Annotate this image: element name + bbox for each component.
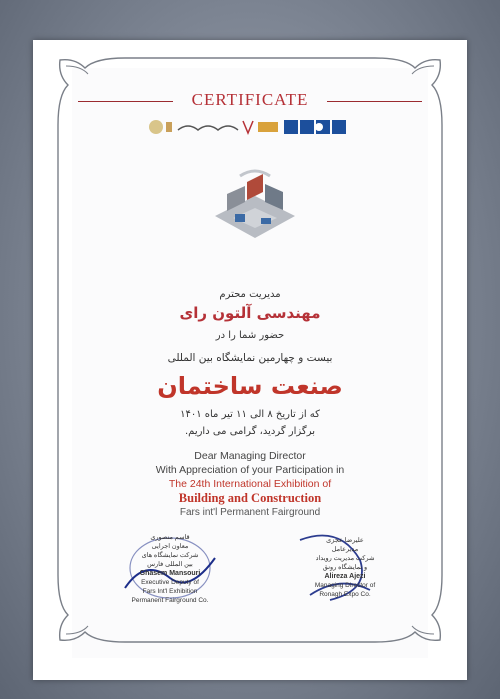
- left-signer-title-en-3: Permanent Fairground Co.: [131, 597, 209, 604]
- header-rule-left: [78, 101, 173, 102]
- right-signer-title-en-2: Ronagh Expo Co.: [319, 591, 371, 598]
- left-signer-title-fa-3: بین المللی فارس: [147, 561, 193, 568]
- building-exhibition-emblem: [205, 156, 305, 256]
- appreciation-en: With Appreciation of your Participation in: [155, 464, 345, 476]
- exhibition-title-en: Building and Construction: [178, 491, 322, 505]
- salutation-en: Dear Managing Director: [194, 450, 306, 462]
- certificate-title: CERTIFICATE: [191, 90, 309, 109]
- left-signer-name-fa: قاسم منصوری: [150, 534, 190, 541]
- attendance-fa: حضور شما را در: [215, 330, 285, 341]
- recipient-name: مهندسی آلتون رای: [179, 304, 321, 322]
- venue-en: Fars int'l Permanent Fairground: [179, 507, 321, 518]
- left-signer-title-en-2: Fars Int'l Exhibition: [142, 588, 198, 595]
- right-signer-title-fa-3: و نمایشگاه رونق: [322, 564, 368, 571]
- organizer-logo: [148, 117, 258, 137]
- ieoa-logo: [258, 117, 354, 137]
- salutation-fa: مدیریت محترم: [219, 289, 281, 300]
- right-signer-name-en: Alireza Ajezi: [324, 573, 366, 580]
- date-line-fa: که از تاریخ ۸ الی ۱۱ تیر ماه ۱۴۰۱: [180, 409, 320, 420]
- exhibition-title-fa: صنعت ساختمان: [157, 372, 343, 400]
- right-signer-title-fa-1: مدیرعامل: [331, 546, 359, 553]
- right-signer-title-en-1: Managing Director of: [314, 582, 376, 589]
- left-signer-title-fa-2: شرکت نمایشگاه های: [141, 552, 199, 559]
- left-signer-name-en: Ghasem Mansouri: [139, 570, 201, 577]
- exhibition-en: The 24th International Exhibition of: [168, 478, 332, 490]
- left-signer-title-en-1: Executive Deputy of: [141, 579, 199, 586]
- right-signer-title-fa-2: شرکت مدیریت رویداد: [315, 555, 375, 562]
- right-signature-block: [300, 536, 390, 599]
- header-rule-right: [327, 101, 422, 102]
- left-signer-title-fa-1: معاون اجرایی: [151, 543, 189, 550]
- left-signature-block: [120, 533, 220, 605]
- exhibition-fa: بیست و چهارمین نمایشگاه بین المللی: [167, 352, 333, 364]
- right-signer-name-fa: علیرضا عجزی: [326, 537, 364, 544]
- closing-fa: برگزار گردید، گرامی می داریم.: [184, 426, 315, 437]
